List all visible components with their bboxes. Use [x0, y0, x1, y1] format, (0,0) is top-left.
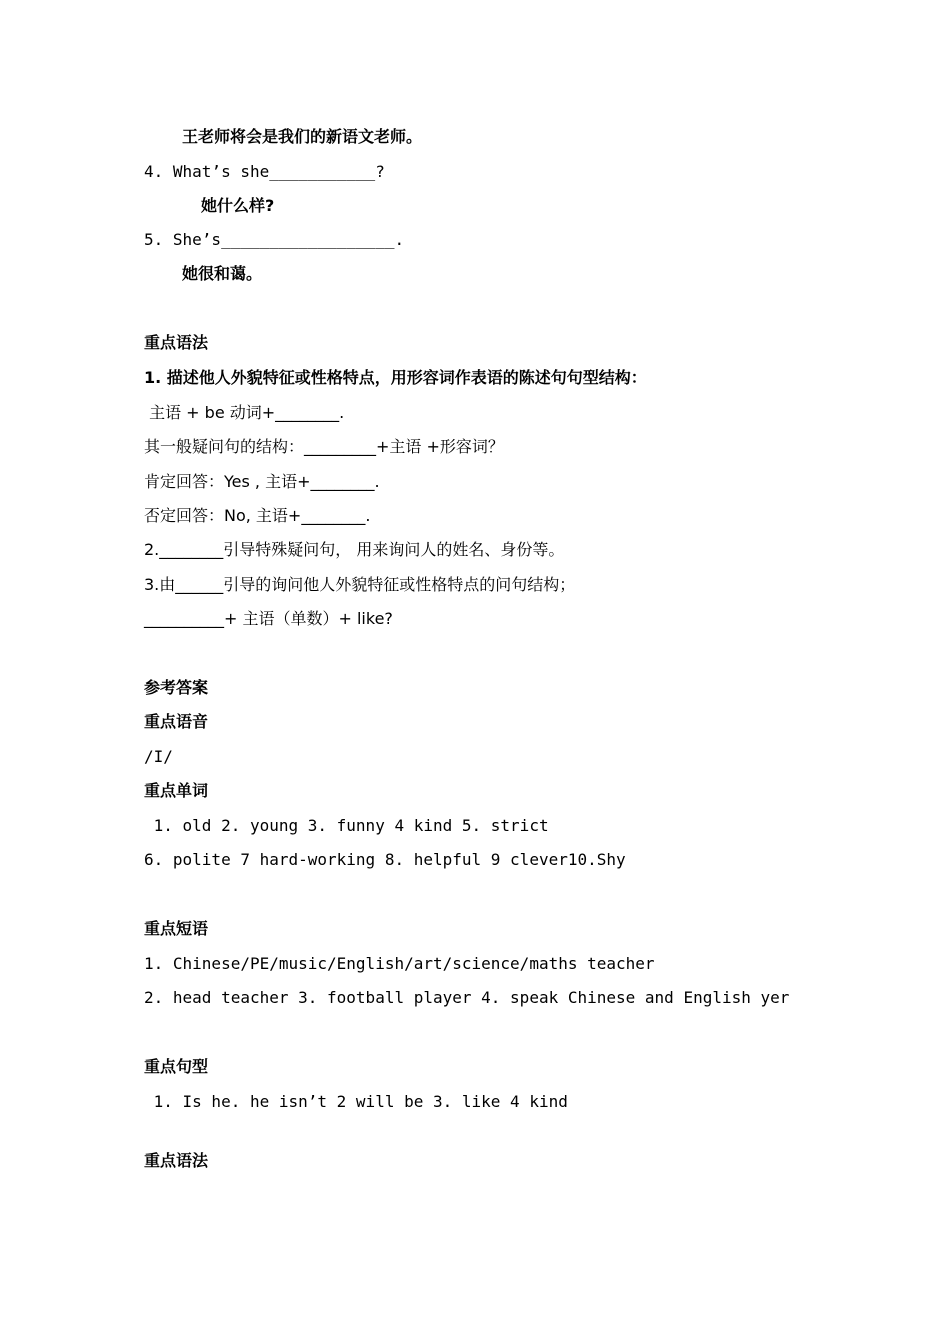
grammar-point-1-question: 其一般疑问句的结构：_________+主语 +形容词？	[144, 437, 504, 456]
vocabulary-answers-line-2: 6. polite 7 hard-working 8. helpful 9 clever10.Shy	[144, 850, 626, 869]
question-4: 4. What’s she___________?	[144, 162, 385, 181]
answers-heading: 参考答案	[144, 678, 209, 697]
translation-line-5: 她很和蔼。	[182, 264, 263, 283]
vocabulary-answers-line-1: 1. old 2. young 3. funny 4 kind 5. strict	[144, 816, 549, 835]
translation-line-4: 她什么样?	[201, 196, 275, 215]
grammar-point-1-no: 否定回答：No, 主语+________.	[144, 506, 371, 525]
pronunciation-answer: /I/	[144, 747, 173, 766]
grammar-point-2: 2.________引导特殊疑问句， 用来询问人的姓名、身份等。	[144, 540, 565, 559]
sentences-answers-line-1: 1. Is he. he isn’t 2 will be 3. like 4 kind	[144, 1092, 568, 1111]
translation-line-3: 王老师将会是我们的新语文老师。	[182, 127, 423, 146]
grammar-heading: 重点语法	[144, 333, 209, 352]
grammar-point-3: 3.由______引导的询问他人外貌特征或性格特点的问句结构；	[144, 575, 576, 594]
phrases-answers-line-1: 1. Chinese/PE/music/English/art/science/maths teacher	[144, 954, 655, 973]
phrases-answers-line-2: 2. head teacher 3. football player 4. speak Chinese and English yer	[144, 988, 790, 1007]
answers-grammar-heading: 重点语法	[144, 1151, 209, 1170]
sentences-heading: 重点句型	[144, 1057, 209, 1076]
grammar-point-1-yes: 肯定回答：Yes , 主语+________.	[144, 472, 380, 491]
phrases-heading: 重点短语	[144, 919, 209, 938]
pronunciation-heading: 重点语音	[144, 712, 209, 731]
vocabulary-heading: 重点单词	[144, 781, 209, 800]
question-5: 5. She’s__________________.	[144, 230, 405, 249]
grammar-point-1-intro: 1. 描述他人外貌特征或性格特点，用形容词作表语的陈述句句型结构：	[144, 368, 647, 387]
grammar-point-3-structure: __________+ 主语（单数）+ like?	[144, 609, 393, 628]
grammar-point-1-structure: 主语 + be 动词+________.	[144, 403, 345, 422]
